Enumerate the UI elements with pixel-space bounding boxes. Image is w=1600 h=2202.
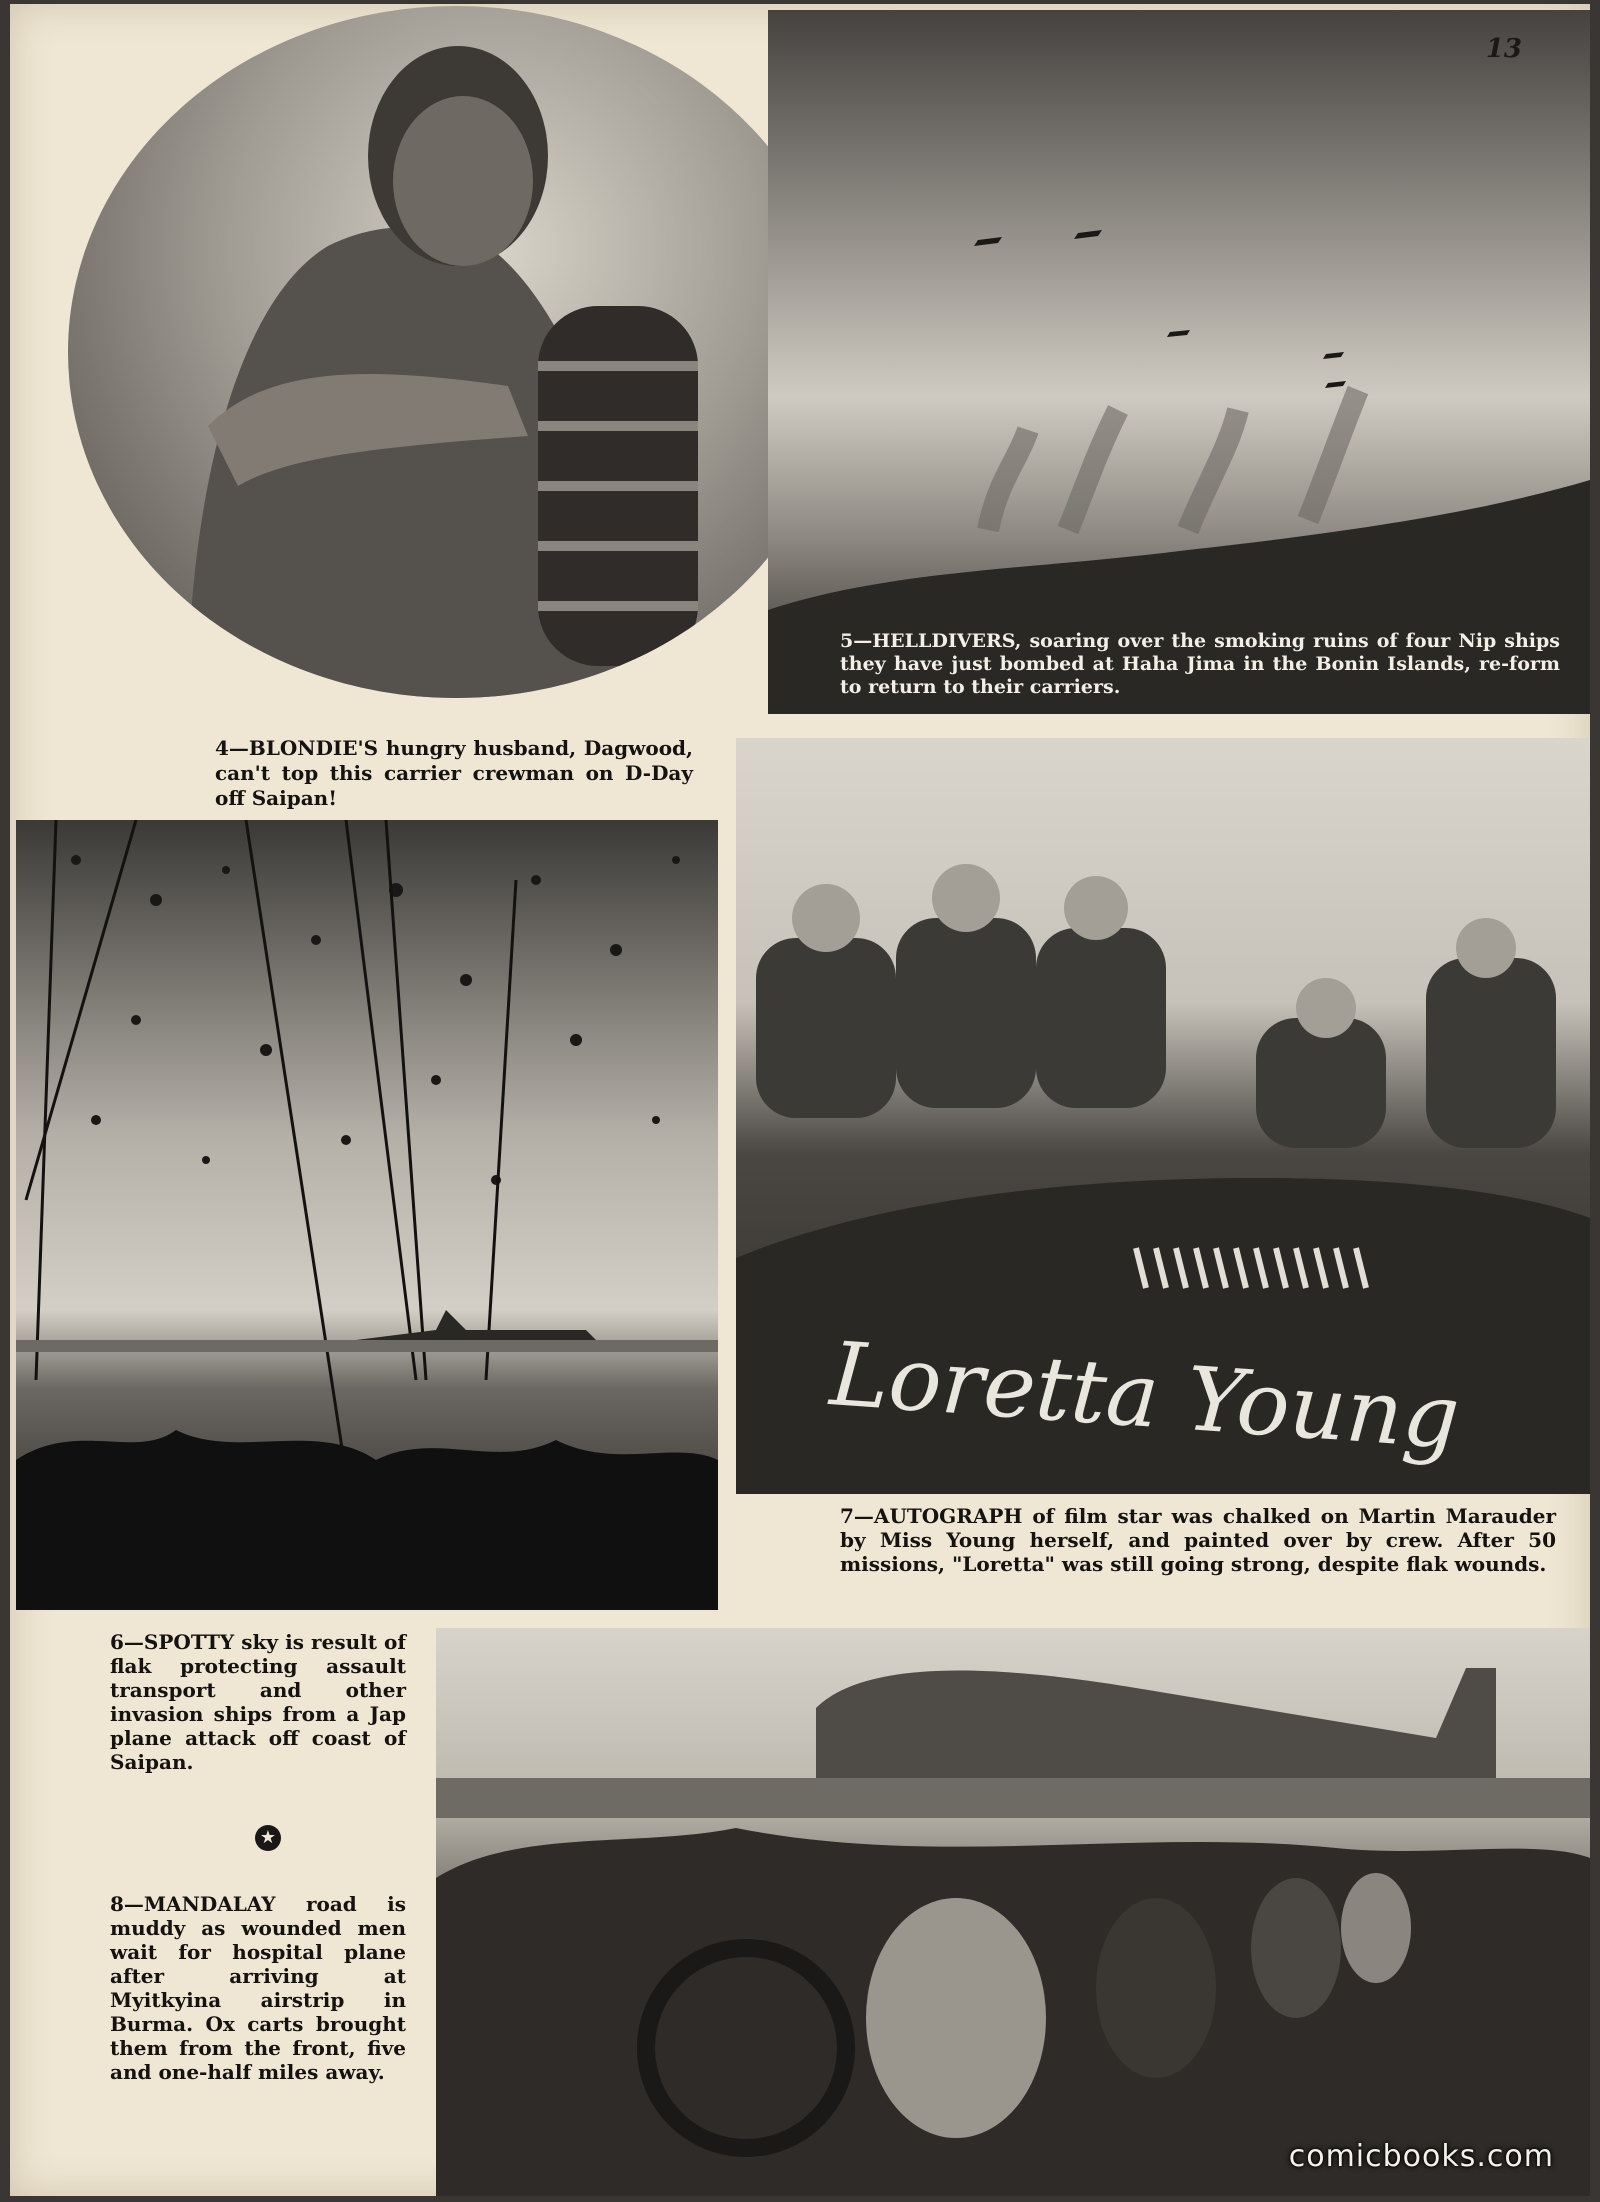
photo-5-art	[768, 10, 1590, 714]
watermark: comicbooks.com	[1288, 2139, 1554, 2174]
star-ornament-icon: ★	[255, 1825, 281, 1851]
autograph-loretta-young: Loretta Young	[827, 1322, 1463, 1469]
caption-5	[840, 630, 1560, 699]
caption-4	[215, 736, 693, 811]
photo-6-art	[16, 820, 718, 1610]
caption-4-number: 4	[215, 736, 229, 760]
caption-8-text: —MANDALAY road is muddy as wounded men wait for hospital plane after arriving at Myitkyina airstrip in Burma. Ox carts brought them from the front, five and one-half miles away.	[110, 1892, 406, 2084]
page-number: 13	[1485, 34, 1522, 64]
photo-mandalay-road	[436, 1628, 1590, 2196]
photo-carrier-crewman	[68, 6, 844, 698]
caption-5-text: —HELLDIVERS, soaring over the smoking ruins of four Nip ships they have just bombed at Haha Jima in the Bonin Islands, re-form to return to their carriers.	[840, 630, 1560, 698]
caption-7-number: 7	[840, 1504, 854, 1528]
caption-5-number: 5	[840, 630, 854, 652]
photo-4-art	[68, 6, 844, 698]
caption-7	[840, 1504, 1556, 1576]
caption-6-text: —SPOTTY sky is result of flak protecting assault transport and other invasion ships from a Jap plane attack off coast of Saipan.	[110, 1630, 406, 1774]
caption-8	[110, 1892, 406, 2084]
caption-6	[110, 1630, 406, 1774]
caption-8-number: 8	[110, 1892, 124, 1916]
caption-6-number: 6	[110, 1630, 124, 1654]
caption-4-text: —BLONDIE'S hungry husband, Dagwood, can't top this carrier crewman on D-Day off Saipan!	[215, 736, 693, 810]
magazine-page	[10, 4, 1590, 2196]
photo-helldivers	[768, 10, 1590, 714]
caption-7-text: —AUTOGRAPH of film star was chalked on Martin Marauder by Miss Young herself, and painted over by crew. After 50 missions, "Loretta" was still going strong, despite flak wounds.	[840, 1504, 1556, 1576]
photo-spotty-sky	[16, 820, 718, 1610]
photo-8-art	[436, 1628, 1590, 2196]
